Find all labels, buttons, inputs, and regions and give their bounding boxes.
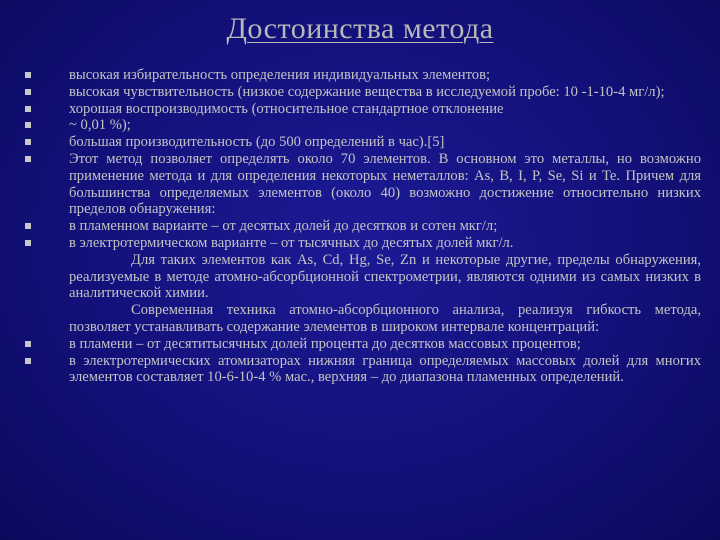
list-item [69,101,701,118]
list-item-text: хорошая воспроизводимость (относительное стандартное отклонение [69,100,504,117]
list-item [69,84,701,101]
list-item [69,218,701,235]
paragraph: Современная техника атомно-абсорбционного анализа, реализуя гибкость метода, позволяет устанавливать содержание элементов в широком интервале концентраций: [69,302,701,335]
square-bullet-icon [25,240,31,246]
square-bullet-icon [25,358,31,364]
list-item [69,117,701,134]
list-item-text: в электротермическом варианте – от тысячных до десятых долей мкг/л. [69,234,514,251]
square-bullet-icon [25,223,31,229]
slide-content [69,67,701,386]
square-bullet-icon [25,72,31,78]
square-bullet-icon [25,139,31,145]
paragraph: Для таких элементов как As, Cd, Hg, Se, Zn и некоторые другие, пределы обнаружения, реализуемые в методе атомно-абсорбционной спектрометрии, являются одними из самых низких в аналитической химии. [69,251,701,302]
square-bullet-icon [25,122,31,128]
list-item-text: ~ 0,01 %); [69,117,131,134]
list-item-text: в пламенном варианте – от десятых долей до десятков и сотен мкг/л; [69,218,498,235]
list-item-text: в пламени – от десятитысячных долей процента до десятков массовых процентов; [69,335,581,352]
list-item-text: большая производительность (до 500 определений в час).[5] [69,134,445,151]
slide-title: Достоинства метода [226,12,494,45]
list-item-text: в электротермических атомизаторах нижняя граница определяемых массовых долей для многих элементов составляет 10-6-10-4 % мас., верхняя – до диапазона пламенных определений. [69,352,701,386]
square-bullet-icon [25,341,31,347]
list-item [69,151,701,218]
list-item [69,336,701,353]
square-bullet-icon [25,156,31,162]
square-bullet-icon [25,89,31,95]
list-item [69,235,701,252]
list-item-text: высокая чувствительность (низкое содержание вещества в исследуемой пробе: 10 -1-10-4 мг/л); [69,83,665,100]
list-item [69,134,701,151]
square-bullet-icon [25,106,31,112]
list-item-text: высокая избирательность определения индивидуальных элементов; [69,67,491,83]
list-item-text: Этот метод позволяет определять около 70 элементов. В основном это металлы, но возможно применение метода и для определения некоторых неметаллов: As, B, I, P, Se, Si и Te. Причем для большинства определяемых элементов (около 40) возможно достижение относительно низких пределов обнаружения: [69,150,701,218]
list-item [69,353,701,387]
list-item [69,67,701,84]
